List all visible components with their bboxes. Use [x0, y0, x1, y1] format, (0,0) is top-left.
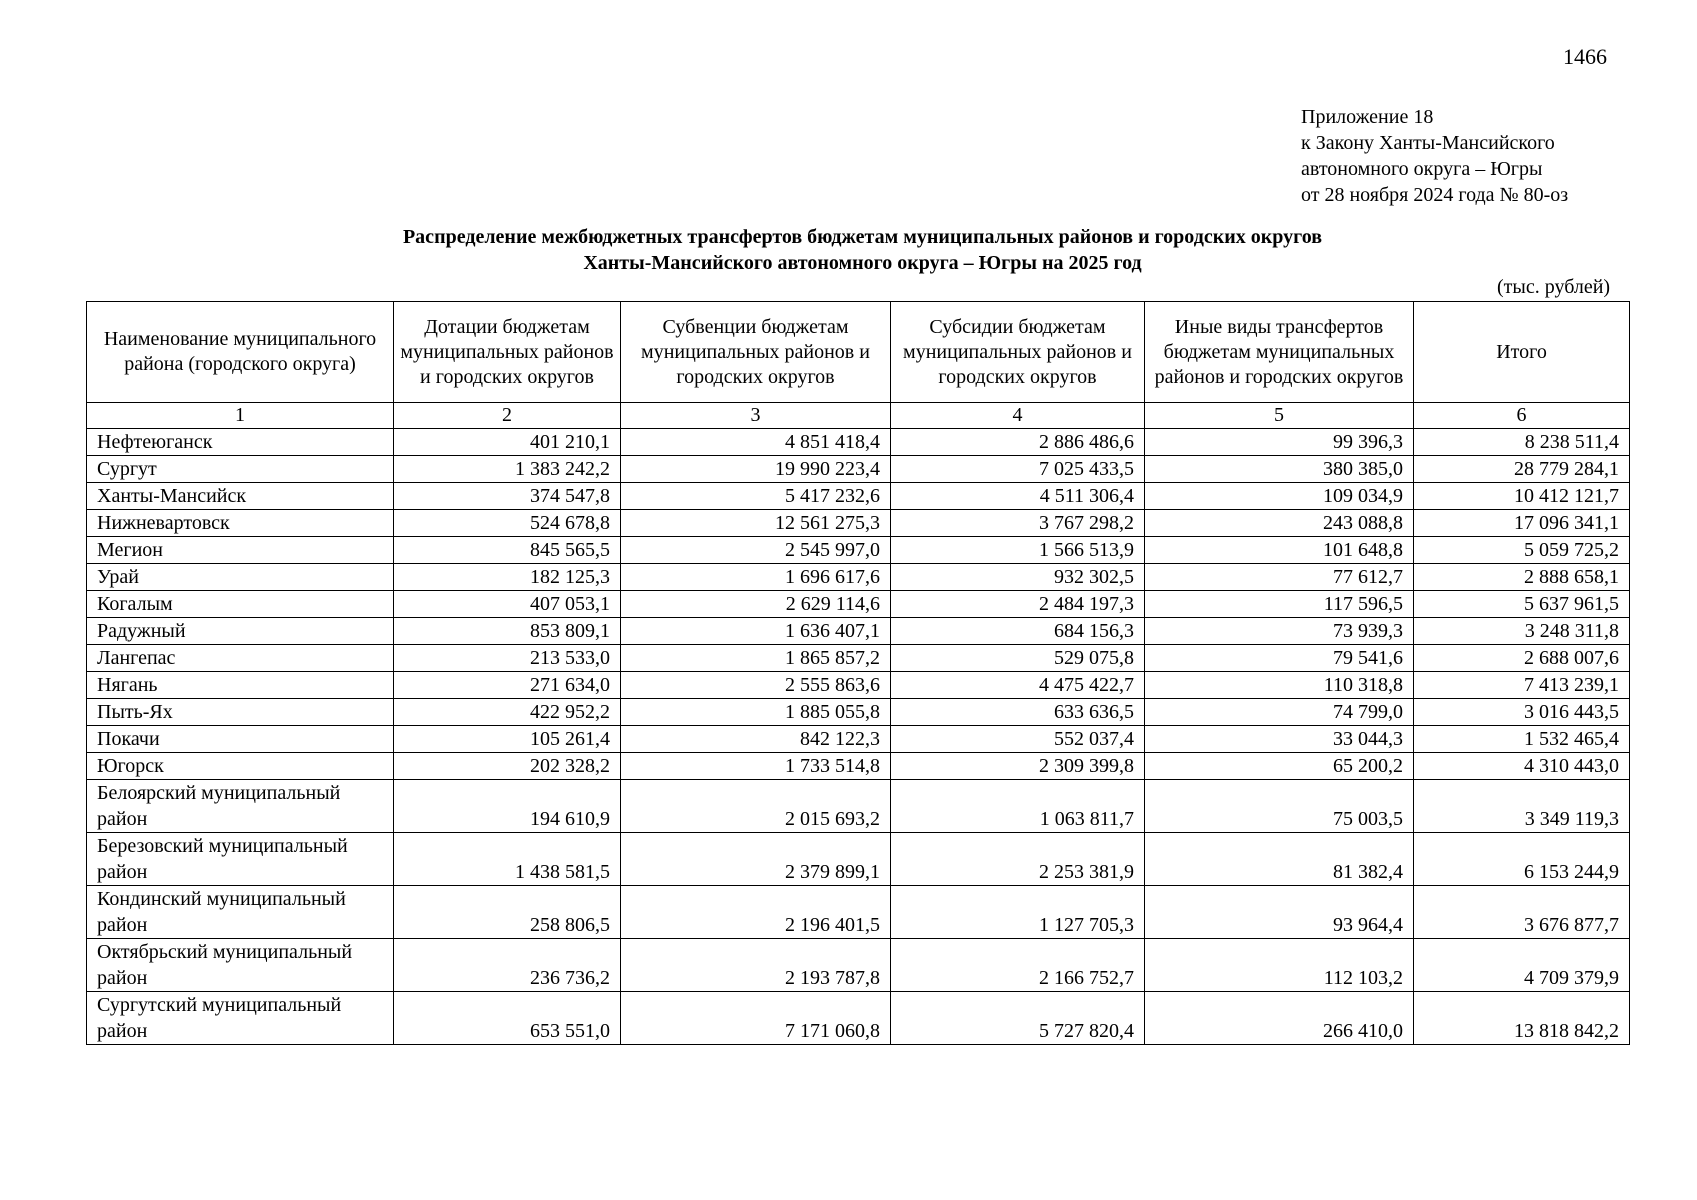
transfers-table: [86, 301, 1630, 1045]
amount-cell-dotacii: 653 551,0: [394, 992, 621, 1045]
amount-cell-inye: 75 003,5: [1145, 780, 1414, 833]
page-number: 1466: [1563, 44, 1607, 69]
amount-cell-subsidii: 2 253 381,9: [891, 833, 1145, 886]
amount-cell-itogo: 4 709 379,9: [1414, 939, 1630, 992]
municipality-name-cell: Когалым: [87, 591, 394, 618]
amount-cell-subsidii: 932 302,5: [891, 564, 1145, 591]
column-number: 2: [394, 403, 621, 429]
column-number: 1: [87, 403, 394, 429]
table-row: [87, 753, 1630, 780]
header-cell: Иные виды трансфертов бюджетам муниципальных районов и городских округов: [1145, 302, 1414, 403]
column-number: 4: [891, 403, 1145, 429]
table-row: [87, 992, 1630, 1045]
amount-cell-itogo: 5 059 725,2: [1414, 537, 1630, 564]
amount-cell-itogo: 6 153 244,9: [1414, 833, 1630, 886]
amount-cell-subvencii: 1 865 857,2: [621, 645, 891, 672]
amount-cell-dotacii: 1 438 581,5: [394, 833, 621, 886]
appendix-line: от 28 ноября 2024 года № 80-оз: [1301, 184, 1569, 206]
amount-cell-inye: 33 044,3: [1145, 726, 1414, 753]
table-row: [87, 618, 1630, 645]
amount-cell-subsidii: 7 025 433,5: [891, 456, 1145, 483]
column-number-row: [87, 403, 1630, 429]
units-label: (тыс. рублей): [1497, 276, 1611, 298]
amount-cell-inye: 117 596,5: [1145, 591, 1414, 618]
amount-cell-subvencii: 12 561 275,3: [621, 510, 891, 537]
amount-cell-dotacii: 524 678,8: [394, 510, 621, 537]
amount-cell-inye: 79 541,6: [1145, 645, 1414, 672]
amount-cell-itogo: 2 688 007,6: [1414, 645, 1630, 672]
amount-cell-dotacii: 845 565,5: [394, 537, 621, 564]
amount-cell-itogo: 7 413 239,1: [1414, 672, 1630, 699]
amount-cell-subsidii: 4 511 306,4: [891, 483, 1145, 510]
table-row: [87, 591, 1630, 618]
table-row: [87, 456, 1630, 483]
amount-cell-dotacii: 422 952,2: [394, 699, 621, 726]
amount-cell-inye: 65 200,2: [1145, 753, 1414, 780]
amount-cell-inye: 101 648,8: [1145, 537, 1414, 564]
municipality-name-cell: Октябрьский муниципальный район: [87, 939, 394, 992]
amount-cell-subsidii: 2 309 399,8: [891, 753, 1145, 780]
municipality-name-cell: Ханты-Мансийск: [87, 483, 394, 510]
amount-cell-itogo: 17 096 341,1: [1414, 510, 1630, 537]
amount-cell-dotacii: 374 547,8: [394, 483, 621, 510]
municipality-name-cell: Березовский муниципальный район: [87, 833, 394, 886]
amount-cell-subsidii: 684 156,3: [891, 618, 1145, 645]
municipality-name-cell: Лангепас: [87, 645, 394, 672]
table-row: [87, 483, 1630, 510]
amount-cell-subsidii: 2 886 486,6: [891, 429, 1145, 456]
municipality-name-cell: Кондинский муниципальный район: [87, 886, 394, 939]
column-number: 3: [621, 403, 891, 429]
amount-cell-subsidii: 633 636,5: [891, 699, 1145, 726]
amount-cell-dotacii: 236 736,2: [394, 939, 621, 992]
amount-cell-dotacii: 182 125,3: [394, 564, 621, 591]
municipality-name-cell: Мегион: [87, 537, 394, 564]
amount-cell-subvencii: 19 990 223,4: [621, 456, 891, 483]
table-row: [87, 699, 1630, 726]
amount-cell-inye: 74 799,0: [1145, 699, 1414, 726]
amount-cell-dotacii: 407 053,1: [394, 591, 621, 618]
amount-cell-inye: 73 939,3: [1145, 618, 1414, 645]
column-number: 6: [1414, 403, 1630, 429]
amount-cell-dotacii: 271 634,0: [394, 672, 621, 699]
amount-cell-itogo: 3 349 119,3: [1414, 780, 1630, 833]
amount-cell-itogo: 3 016 443,5: [1414, 699, 1630, 726]
amount-cell-dotacii: 194 610,9: [394, 780, 621, 833]
amount-cell-inye: 81 382,4: [1145, 833, 1414, 886]
appendix-reference: [1301, 104, 1568, 208]
municipality-name-cell: Пыть-Ях: [87, 699, 394, 726]
table-row: [87, 429, 1630, 456]
amount-cell-subsidii: 552 037,4: [891, 726, 1145, 753]
table-row: [87, 537, 1630, 564]
amount-cell-itogo: 13 818 842,2: [1414, 992, 1630, 1045]
municipality-name-cell: Белоярский муниципальный район: [87, 780, 394, 833]
amount-cell-dotacii: 105 261,4: [394, 726, 621, 753]
header-cell: Субвенции бюджетам муниципальных районов и городских округов: [621, 302, 891, 403]
amount-cell-subvencii: 4 851 418,4: [621, 429, 891, 456]
municipality-name-cell: Сургутский муниципальный район: [87, 992, 394, 1045]
amount-cell-subvencii: 2 193 787,8: [621, 939, 891, 992]
amount-cell-subvencii: 1 636 407,1: [621, 618, 891, 645]
column-number: 5: [1145, 403, 1414, 429]
amount-cell-inye: 109 034,9: [1145, 483, 1414, 510]
amount-cell-subvencii: 1 733 514,8: [621, 753, 891, 780]
amount-cell-subvencii: 2 379 899,1: [621, 833, 891, 886]
amount-cell-subsidii: 1 063 811,7: [891, 780, 1145, 833]
amount-cell-itogo: 4 310 443,0: [1414, 753, 1630, 780]
municipality-name-cell: Нягань: [87, 672, 394, 699]
amount-cell-itogo: 8 238 511,4: [1414, 429, 1630, 456]
table-row: [87, 510, 1630, 537]
table-row: [87, 645, 1630, 672]
header-cell: Дотации бюджетам муниципальных районов и городских округов: [394, 302, 621, 403]
title-line: Распределение межбюджетных трансфертов бюджетам муниципальных районов и городских округов: [402, 226, 1323, 248]
amount-cell-itogo: 1 532 465,4: [1414, 726, 1630, 753]
amount-cell-subsidii: 2 484 197,3: [891, 591, 1145, 618]
municipality-name-cell: Югорск: [87, 753, 394, 780]
header-cell: Наименование муниципального района (городского округа): [87, 302, 394, 403]
table-row: [87, 726, 1630, 753]
amount-cell-inye: 99 396,3: [1145, 429, 1414, 456]
municipality-name-cell: Нижневартовск: [87, 510, 394, 537]
amount-cell-subsidii: 5 727 820,4: [891, 992, 1145, 1045]
amount-cell-subsidii: 1 127 705,3: [891, 886, 1145, 939]
amount-cell-dotacii: 1 383 242,2: [394, 456, 621, 483]
amount-cell-inye: 266 410,0: [1145, 992, 1414, 1045]
amount-cell-subsidii: 2 166 752,7: [891, 939, 1145, 992]
amount-cell-subvencii: 2 629 114,6: [621, 591, 891, 618]
municipality-name-cell: Сургут: [87, 456, 394, 483]
amount-cell-itogo: 3 248 311,8: [1414, 618, 1630, 645]
municipality-name-cell: Покачи: [87, 726, 394, 753]
amount-cell-subvencii: 2 545 997,0: [621, 537, 891, 564]
amount-cell-subvencii: 2 555 863,6: [621, 672, 891, 699]
appendix-line: автономного округа – Югры: [1301, 158, 1543, 180]
header-row: [87, 302, 1630, 403]
amount-cell-subvencii: 2 196 401,5: [621, 886, 891, 939]
table-row: [87, 833, 1630, 886]
amount-cell-subsidii: 1 566 513,9: [891, 537, 1145, 564]
amount-cell-subvencii: 1 885 055,8: [621, 699, 891, 726]
amount-cell-inye: 112 103,2: [1145, 939, 1414, 992]
amount-cell-itogo: 28 779 284,1: [1414, 456, 1630, 483]
table-row: [87, 564, 1630, 591]
appendix-line: Приложение 18: [1301, 106, 1434, 128]
table-row: [87, 780, 1630, 833]
amount-cell-itogo: 5 637 961,5: [1414, 591, 1630, 618]
appendix-line: к Закону Ханты-Мансийского: [1301, 132, 1555, 154]
amount-cell-dotacii: 258 806,5: [394, 886, 621, 939]
municipality-name-cell: Нефтеюганск: [87, 429, 394, 456]
header-cell: Итого: [1414, 302, 1630, 403]
amount-cell-dotacii: 401 210,1: [394, 429, 621, 456]
amount-cell-subvencii: 2 015 693,2: [621, 780, 891, 833]
document-title: [0, 224, 1697, 276]
table-body: [87, 429, 1630, 1045]
amount-cell-subsidii: 4 475 422,7: [891, 672, 1145, 699]
amount-cell-itogo: 3 676 877,7: [1414, 886, 1630, 939]
amount-cell-subvencii: 5 417 232,6: [621, 483, 891, 510]
amount-cell-inye: 93 964,4: [1145, 886, 1414, 939]
amount-cell-dotacii: 213 533,0: [394, 645, 621, 672]
amount-cell-subsidii: 3 767 298,2: [891, 510, 1145, 537]
amount-cell-subvencii: 7 171 060,8: [621, 992, 891, 1045]
amount-cell-itogo: 2 888 658,1: [1414, 564, 1630, 591]
amount-cell-dotacii: 202 328,2: [394, 753, 621, 780]
title-line: Ханты-Мансийского автономного округа – Югры на 2025 год: [583, 252, 1142, 274]
amount-cell-subvencii: 842 122,3: [621, 726, 891, 753]
amount-cell-inye: 380 385,0: [1145, 456, 1414, 483]
amount-cell-subsidii: 529 075,8: [891, 645, 1145, 672]
header-cell: Субсидии бюджетам муниципальных районов и городских округов: [891, 302, 1145, 403]
amount-cell-inye: 243 088,8: [1145, 510, 1414, 537]
amount-cell-subvencii: 1 696 617,6: [621, 564, 891, 591]
amount-cell-inye: 77 612,7: [1145, 564, 1414, 591]
table-row: [87, 886, 1630, 939]
municipality-name-cell: Урай: [87, 564, 394, 591]
municipality-name-cell: Радужный: [87, 618, 394, 645]
table-row: [87, 939, 1630, 992]
amount-cell-inye: 110 318,8: [1145, 672, 1414, 699]
table-row: [87, 672, 1630, 699]
amount-cell-itogo: 10 412 121,7: [1414, 483, 1630, 510]
amount-cell-dotacii: 853 809,1: [394, 618, 621, 645]
